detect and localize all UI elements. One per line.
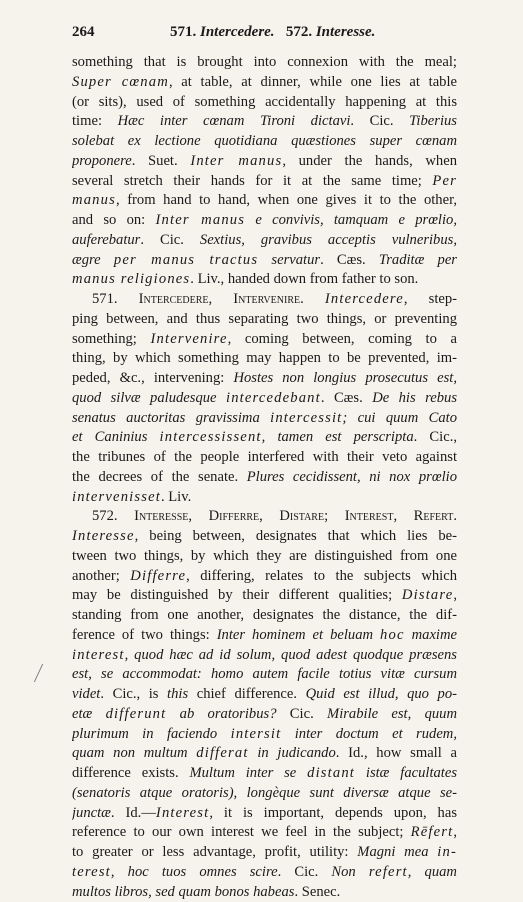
- latin-text: intercessissent: [160, 429, 262, 445]
- text-line: [72, 804, 457, 824]
- text: .: [453, 508, 457, 524]
- latin-text: Tiberius: [409, 113, 457, 129]
- latin-text: intersit: [231, 726, 282, 742]
- text: another;: [72, 568, 130, 584]
- text: may be distinguished by their different qualities;: [72, 587, 402, 603]
- latin-text: videt: [72, 686, 100, 702]
- latin-text: Magni mea: [357, 844, 437, 860]
- latin-text: inter doctum et rudem,: [281, 726, 457, 742]
- text-line: [72, 448, 457, 468]
- text-line: [72, 646, 457, 666]
- text: chief difference.: [188, 686, 305, 702]
- latin-text: solebat ex lectione quotidiana quæstiones super cœnam: [72, 133, 457, 149]
- text: . Liv., handed down from father to son.: [190, 271, 418, 287]
- page-body: [72, 53, 457, 902]
- text: , at table, at dinner, while one lies at table: [169, 74, 457, 90]
- latin-text: hoc: [380, 627, 405, 643]
- latin-text: Interest: [156, 805, 209, 821]
- text-line: [72, 507, 457, 527]
- text: , coming between, coming to a: [228, 331, 457, 347]
- latin-text: ; cui quum Cato: [342, 410, 457, 426]
- latin-text: Distare: [402, 587, 453, 603]
- text-line: [72, 705, 457, 725]
- latin-text: manus religiones: [72, 271, 190, 287]
- latin-text: Sextius, gravibus acceptis vulneribus,: [200, 232, 457, 248]
- text-line: [72, 290, 457, 310]
- text: 571.: [92, 291, 139, 307]
- text: . Suet.: [132, 153, 191, 169]
- margin-pencil-mark: [34, 664, 49, 682]
- text: . Liv.: [161, 489, 191, 505]
- latin-text: proponere: [72, 153, 132, 169]
- text-line: [72, 409, 457, 429]
- heading-term: Intercedere, Intervenire: [139, 291, 300, 307]
- text: Cic.: [277, 706, 328, 722]
- text: ,: [453, 587, 457, 603]
- text-line: [72, 172, 457, 192]
- latin-text: in judicando: [249, 745, 336, 761]
- latin-text: , hoc tuos omnes scire: [111, 864, 278, 880]
- text: something that is brought into connexion with the meal;: [72, 54, 457, 70]
- running-title: [170, 24, 375, 41]
- text-line: [72, 567, 457, 587]
- latin-text: Super cœnam: [72, 74, 169, 90]
- latin-text: this: [167, 686, 188, 702]
- latin-text: intercedebant: [226, 390, 321, 406]
- text-line: [72, 152, 457, 172]
- latin-text: istæ facultates: [355, 765, 457, 781]
- text-line: [72, 685, 457, 705]
- text: , under the hands, when: [282, 153, 457, 169]
- latin-text: Intervenire: [150, 331, 227, 347]
- latin-text: Traditæ per: [379, 252, 457, 268]
- text-line: [72, 389, 457, 409]
- latin-text: terest: [72, 864, 111, 880]
- latin-text: multos libros, sed quam bonos habeas: [72, 884, 294, 900]
- text: . Senec.: [294, 884, 340, 900]
- text-line: [72, 626, 457, 646]
- latin-text: Interesse: [72, 528, 135, 544]
- latin-text: quod silvæ paludesque: [72, 390, 226, 406]
- text-line: [72, 132, 457, 152]
- latin-text: senatus auctoritas gravissima: [72, 410, 270, 426]
- page-number: 264: [72, 24, 95, 41]
- section-number: 571.: [170, 24, 196, 40]
- text-line: [72, 725, 457, 745]
- text: ference of two things:: [72, 627, 217, 643]
- latin-text: , quam: [408, 864, 457, 880]
- latin-text: , tamen est perscripta: [262, 429, 414, 445]
- latin-text: Per: [432, 173, 457, 189]
- latin-text: Multum inter se: [189, 765, 307, 781]
- text: reference to our own interest we feel in the subject;: [72, 824, 411, 840]
- text: . Cic.,: [414, 429, 457, 445]
- text-line: [72, 823, 457, 843]
- text: difference exists.: [72, 765, 189, 781]
- text-line: [72, 468, 457, 488]
- latin-text: ab oratoribus?: [166, 706, 276, 722]
- text-line: [72, 231, 457, 251]
- latin-text: Rēfert: [411, 824, 454, 840]
- latin-text: in-: [437, 844, 457, 860]
- text-line: [72, 93, 457, 113]
- text-line: [72, 784, 457, 804]
- running-header: [72, 24, 457, 44]
- text: . Id.—: [111, 805, 156, 821]
- latin-text: quam non multum: [72, 745, 196, 761]
- heading-term: Interesse, Differre, Distare; Interest, Refert: [134, 508, 453, 524]
- section-title: Interesse.: [316, 24, 376, 40]
- latin-text: interest: [72, 647, 125, 663]
- latin-text: Non: [331, 864, 368, 880]
- text-line: [72, 191, 457, 211]
- latin-text: Differre: [130, 568, 186, 584]
- text-line: [72, 310, 457, 330]
- latin-text: Hæc inter cœnam Tironi dictavi: [118, 113, 351, 129]
- text: something;: [72, 331, 150, 347]
- text: time:: [72, 113, 118, 129]
- text: (or sits), used of something accidentally happening at this: [72, 94, 457, 110]
- text-line: [72, 53, 457, 73]
- text-line: [72, 330, 457, 350]
- latin-text: Hostes non longius prosecutus est,: [233, 370, 457, 386]
- text-line: [72, 270, 457, 290]
- text: standing from one another, designates the distance, the dif-: [72, 607, 457, 623]
- text: , it is important, depends upon, has: [209, 805, 457, 821]
- text: tween two things, by which they are distinguished from one: [72, 548, 457, 564]
- text-line: [72, 547, 457, 567]
- text-line: [72, 112, 457, 132]
- text: . Cic.: [140, 232, 200, 248]
- text-line: [72, 527, 457, 547]
- latin-text: Inter manus: [156, 212, 246, 228]
- text: the decrees of the senate.: [72, 469, 247, 485]
- text-line: [72, 586, 457, 606]
- latin-text: Inter hominem et beluam: [217, 627, 380, 643]
- text: . Cæs.: [321, 390, 372, 406]
- latin-text: servatur: [258, 252, 320, 268]
- text: . Cic.: [278, 864, 332, 880]
- text: the tribunes of the people interfered with their veto against: [72, 449, 457, 465]
- text-line: [72, 349, 457, 369]
- latin-text: (senatoris atque oratoris), longèque sunt diversæ atque se-: [72, 785, 457, 801]
- text: thing, by which something may happen to be prevented, im-: [72, 350, 457, 366]
- text: peded, &c., intervening:: [72, 370, 233, 386]
- latin-text: intercessit: [270, 410, 342, 426]
- latin-text: De his rebus: [372, 390, 457, 406]
- text: ping between, and thus separating two things, or preventing: [72, 311, 457, 327]
- latin-text: , quod hæc ad id solum, quod adest quodque præsens: [125, 647, 457, 663]
- latin-text: distant: [307, 765, 355, 781]
- text-line: [72, 665, 457, 685]
- latin-text: plurimum in faciendo: [72, 726, 231, 742]
- latin-text: etæ: [72, 706, 106, 722]
- text: . Cæs.: [320, 252, 379, 268]
- text: .: [300, 291, 325, 307]
- section-title: Intercedere.: [200, 24, 275, 40]
- text: , differing, relates to the subjects which: [186, 568, 457, 584]
- section-number: 572.: [286, 24, 312, 40]
- text: , step-: [404, 291, 457, 307]
- text-line: [72, 883, 457, 902]
- text-line: [72, 744, 457, 764]
- latin-text: et Caninius: [72, 429, 160, 445]
- latin-text: manus: [72, 192, 116, 208]
- latin-text: e convivis, tamquam e prœlio,: [245, 212, 457, 228]
- text-line: [72, 843, 457, 863]
- text-line: [72, 863, 457, 883]
- text-line: [72, 488, 457, 508]
- latin-text: maxime: [405, 627, 457, 643]
- latin-text: ægre: [72, 252, 114, 268]
- latin-text: est, se accommodat: homo autem facile totius vitæ cursum: [72, 666, 457, 682]
- latin-text: intervenisset: [72, 489, 161, 505]
- latin-text: auferebatur: [72, 232, 140, 248]
- text: , being between, designates that which lies be-: [135, 528, 457, 544]
- latin-text: differunt: [106, 706, 167, 722]
- latin-text: per manus tractus: [114, 252, 258, 268]
- text-line: [72, 606, 457, 626]
- text: and so on:: [72, 212, 156, 228]
- latin-text: refert: [369, 864, 408, 880]
- text: . Cic.: [350, 113, 409, 129]
- text-line: [72, 764, 457, 784]
- text: . Cic., is: [100, 686, 167, 702]
- text: 572.: [92, 508, 134, 524]
- text-line: [72, 369, 457, 389]
- text: several stretch their hands for it at the same time;: [72, 173, 432, 189]
- text-line: [72, 73, 457, 93]
- latin-text: junctæ: [72, 805, 111, 821]
- text: ,: [453, 824, 457, 840]
- latin-text: Quid est illud, quo po-: [306, 686, 457, 702]
- text: . Id., how small a: [336, 745, 457, 761]
- latin-text: Mirabile est, quum: [327, 706, 457, 722]
- latin-text: Inter manus: [190, 153, 282, 169]
- text-line: [72, 251, 457, 271]
- text-line: [72, 428, 457, 448]
- latin-text: Plures cecidissent, ni nox prœlio: [247, 469, 457, 485]
- text-line: [72, 211, 457, 231]
- text: to greater or less advantage, profit, utility:: [72, 844, 357, 860]
- latin-text: Intercedere: [325, 291, 404, 307]
- latin-text: differat: [196, 745, 248, 761]
- text: , from hand to hand, when one gives it to the other,: [116, 192, 457, 208]
